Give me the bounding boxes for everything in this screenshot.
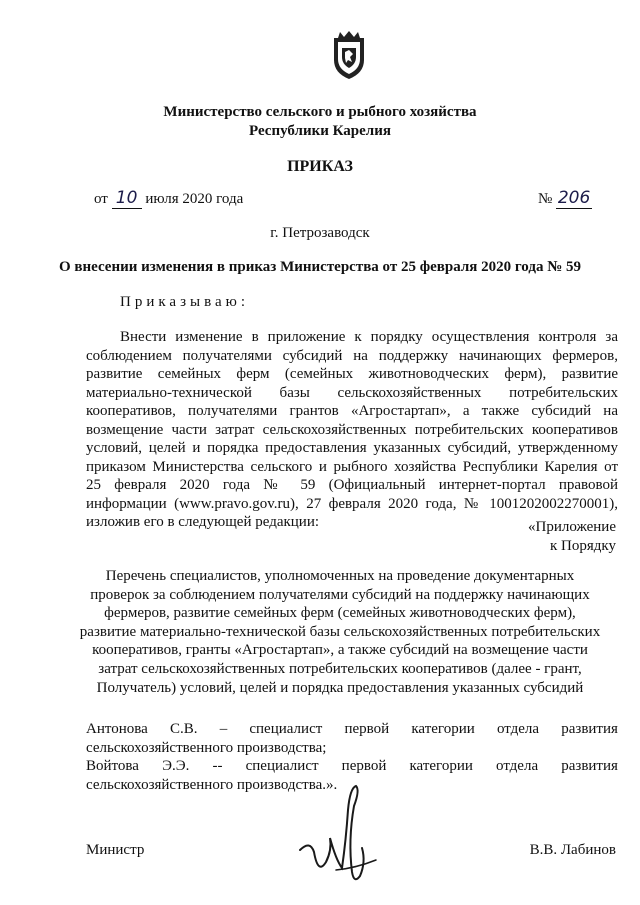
specialist-word: специалист [245, 758, 319, 774]
body-line: возмещение части затрат сельскохозяйственных потребительских кооперативов [86, 421, 618, 438]
list-title-line: развитие материально-технической базы сельскохозяйственных потребительских [79, 623, 601, 640]
order-body [86, 328, 618, 532]
date-month-year: июля 2020 года [145, 191, 244, 207]
signatory-name: В.В. Лабинов [529, 842, 616, 858]
body-line: соблюдением получателями субсидий на поддержку начинающих фермеров, [86, 347, 618, 364]
order-word: Приказываю: [120, 294, 249, 310]
body-line: материально-технической базы сельскохозяйственных потребительских [86, 384, 618, 401]
specialist-word: отдела [496, 721, 540, 737]
body-line: информации (www.pravo.gov.ru), 27 февраля 2020 года, № 1001202002270001), [86, 495, 618, 512]
order-date [94, 188, 243, 209]
list-title [70, 567, 610, 697]
specialist-word: С.В. [169, 721, 198, 737]
signatory-title: Министр [86, 842, 145, 858]
specialist-word: – [219, 721, 228, 737]
body-line: развитие семейных ферм (семейных животноводческих ферм), развитие [86, 366, 618, 382]
specialist-word: категории [409, 758, 473, 774]
ministry-name-line1: Министерство сельского и рыбного хозяйства [163, 104, 477, 120]
list-title-line: фермеров, развитие семейных ферм (семейных животноводческих ферм), [104, 605, 576, 622]
specialist-word: отдела [496, 758, 539, 774]
list-title-line: затрат сельскохозяйственных потребительских кооперативов (далее - грант, [98, 660, 582, 677]
body-line: Внести изменение в приложение к порядку осуществления контроля за [120, 329, 618, 345]
handwritten-signature [296, 780, 386, 890]
coat-of-arms-emblem [330, 30, 368, 80]
date-prefix: от [94, 191, 108, 207]
specialist-entry-line1 [86, 720, 618, 739]
document-type: ПРИКАЗ [287, 158, 353, 175]
body-line: изложив его в следующей редакции: [86, 514, 320, 530]
body-line: кооперативов, получателями грантов «Агростартап», а также субсидий на [86, 403, 618, 419]
date-day-handwritten: 10 [112, 188, 142, 209]
number-handwritten: 206 [557, 188, 591, 208]
specialist-word: Э.Э. [162, 758, 190, 774]
body-line: приказом Министерства сельского и рыбного хозяйства Республики Карелия от [86, 458, 618, 475]
specialist-word: первой [344, 721, 390, 737]
specialist-word: категории [411, 721, 475, 737]
specialist-word: Войтова [86, 758, 139, 774]
specialist-word: развития [561, 721, 618, 737]
number-prefix: № [538, 191, 553, 207]
specialist-word: Антонова [86, 721, 148, 737]
order-number [538, 188, 592, 209]
list-title-line: Получатель) условий, целей и порядка предоставления указанных субсидий [96, 679, 584, 696]
appendix-label-line2: к Порядку [550, 537, 616, 554]
specialist-entry-line1 [86, 757, 618, 776]
body-line: условий, целей и порядка предоставления указанных субсидий, утвержденному [86, 440, 618, 456]
specialist-word: -- [212, 758, 223, 774]
specialist-word: специалист [249, 721, 323, 737]
list-title-line: проверок за соблюдением получателями субсидий на поддержку начинающих [90, 586, 590, 603]
list-title-line: кооперативов, гранты «Агростартап», а также субсидий на возмещение части [92, 642, 588, 659]
ministry-name-line2: Республики Карелия [249, 123, 391, 139]
specialist-entry-line2: сельскохозяйственного производства; [86, 739, 327, 756]
appendix-label-line1: «Приложение [527, 519, 616, 535]
specialist-word: развития [561, 758, 618, 774]
city: г. Петрозаводск [270, 225, 370, 241]
order-subject: О внесении изменения в приказ Министерства от 25 февраля 2020 года № 59 [58, 259, 582, 275]
specialist-entry-line2: сельскохозяйственного производства.». [86, 776, 338, 793]
specialist-word: первой [341, 758, 387, 774]
list-title-line: Перечень специалистов, уполномоченных на проведение документарных [105, 568, 575, 584]
body-line: 25 февраля 2020 года № 59 (Официальный интернет-портал правовой [86, 477, 618, 493]
appendix-label [528, 518, 616, 555]
